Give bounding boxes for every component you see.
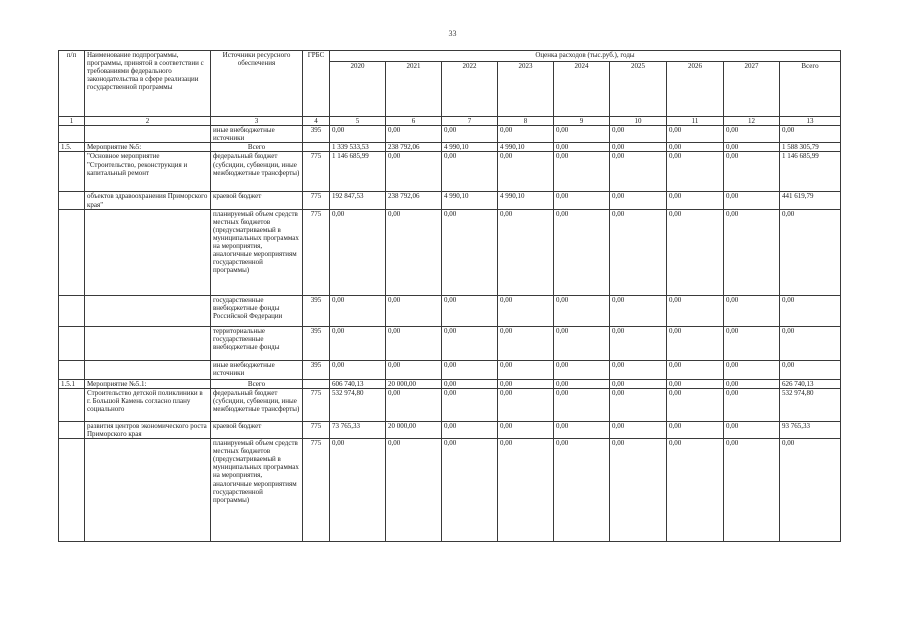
value-cell: 0,00	[498, 421, 554, 438]
value-cell: 0,00	[610, 388, 667, 421]
row-grbs: 775	[303, 438, 330, 541]
value-cell: 0,00	[724, 126, 780, 143]
value-cell: 0,00	[554, 295, 610, 326]
row-grbs: 775	[303, 152, 330, 192]
value-cell: 0,00	[724, 192, 780, 209]
row-grbs: 775	[303, 192, 330, 209]
row-grbs: 775	[303, 388, 330, 421]
row-name	[85, 326, 211, 360]
row-name: развития центров экономического роста Приморского края	[85, 421, 211, 438]
table-row	[59, 126, 841, 143]
row-source: федеральный бюджет (субсидии, субвенции, иные межбюджетные трансферты)	[211, 152, 303, 192]
table-row	[59, 152, 841, 192]
row-number	[59, 126, 85, 143]
value-cell: 4 990,10	[442, 143, 498, 152]
value-cell: 0,00	[724, 379, 780, 388]
value-cell: 0,00	[667, 192, 724, 209]
row-name: Мероприятие №5.1:	[85, 379, 211, 388]
value-cell: 0,00	[724, 143, 780, 152]
budget-table	[58, 50, 841, 542]
value-cell: 0,00	[610, 379, 667, 388]
table-row	[59, 421, 841, 438]
value-cell: 0,00	[498, 438, 554, 541]
value-cell: 0,00	[330, 126, 386, 143]
value-cell: 4 990,10	[498, 192, 554, 209]
value-cell: 441 619,79	[780, 192, 841, 209]
row-number	[59, 388, 85, 421]
value-cell: 0,00	[442, 360, 498, 379]
table-row	[59, 143, 841, 152]
row-grbs	[303, 379, 330, 388]
value-cell: 0,00	[386, 126, 442, 143]
column-number: 6	[386, 117, 442, 126]
value-cell: 1 146 685,99	[780, 152, 841, 192]
value-cell: 0,00	[780, 295, 841, 326]
value-cell: 0,00	[442, 209, 498, 295]
row-source: Всего	[211, 379, 303, 388]
column-number: 11	[667, 117, 724, 126]
value-cell: 0,00	[780, 326, 841, 360]
table-row	[59, 326, 841, 360]
header-source: Источники ресурсного обеспечения	[211, 51, 303, 117]
value-cell: 0,00	[386, 295, 442, 326]
value-cell: 0,00	[667, 421, 724, 438]
header-year: 2022	[442, 62, 498, 117]
value-cell: 0,00	[554, 152, 610, 192]
value-cell: 0,00	[442, 438, 498, 541]
row-source: краевой бюджет	[211, 421, 303, 438]
column-number: 10	[610, 117, 667, 126]
value-cell: 73 765,33	[330, 421, 386, 438]
row-name	[85, 295, 211, 326]
value-cell: 0,00	[554, 438, 610, 541]
row-source: иные внебюджетные источники	[211, 126, 303, 143]
header-year: 2021	[386, 62, 442, 117]
value-cell: 0,00	[724, 438, 780, 541]
value-cell: 0,00	[610, 326, 667, 360]
value-cell: 0,00	[667, 379, 724, 388]
row-number	[59, 326, 85, 360]
value-cell: 0,00	[554, 421, 610, 438]
header-num: п/п	[59, 51, 85, 117]
row-grbs: 395	[303, 295, 330, 326]
value-cell: 0,00	[724, 295, 780, 326]
value-cell: 0,00	[554, 326, 610, 360]
value-cell: 0,00	[442, 152, 498, 192]
column-number: 8	[498, 117, 554, 126]
value-cell: 0,00	[780, 209, 841, 295]
header-year: 2025	[610, 62, 667, 117]
row-number: 1.5.	[59, 143, 85, 152]
column-number: 7	[442, 117, 498, 126]
column-number: 9	[554, 117, 610, 126]
value-cell: 20 000,00	[386, 379, 442, 388]
value-cell: 0,00	[667, 295, 724, 326]
table-row	[59, 295, 841, 326]
value-cell: 532 974,80	[780, 388, 841, 421]
value-cell: 0,00	[667, 152, 724, 192]
column-number: 1	[59, 117, 85, 126]
row-source: планируемый объем средств местных бюджетов (предусматриваемый в муниципальных программах на мероприятия, аналогичные мероприятиям государственной программы)	[211, 438, 303, 541]
value-cell: 0,00	[386, 360, 442, 379]
value-cell: 0,00	[610, 152, 667, 192]
value-cell: 0,00	[442, 379, 498, 388]
row-source: федеральный бюджет (субсидии, субвенции, иные межбюджетные трансферты)	[211, 388, 303, 421]
value-cell: 0,00	[442, 326, 498, 360]
value-cell: 532 974,80	[330, 388, 386, 421]
value-cell: 0,00	[330, 295, 386, 326]
value-cell: 0,00	[667, 126, 724, 143]
row-name	[85, 209, 211, 295]
value-cell: 0,00	[330, 360, 386, 379]
value-cell: 0,00	[780, 126, 841, 143]
header-year: 2027	[724, 62, 780, 117]
value-cell: 0,00	[780, 438, 841, 541]
value-cell: 0,00	[498, 326, 554, 360]
row-number	[59, 152, 85, 192]
row-name: Мероприятие №5:	[85, 143, 211, 152]
value-cell: 0,00	[724, 421, 780, 438]
column-number: 5	[330, 117, 386, 126]
value-cell: 0,00	[330, 326, 386, 360]
row-grbs: 775	[303, 421, 330, 438]
row-source: краевой бюджет	[211, 192, 303, 209]
row-grbs: 395	[303, 326, 330, 360]
value-cell: 0,00	[498, 388, 554, 421]
value-cell: 0,00	[610, 209, 667, 295]
value-cell: 20 000,00	[386, 421, 442, 438]
value-cell: 0,00	[724, 209, 780, 295]
value-cell: 0,00	[610, 126, 667, 143]
value-cell: 0,00	[442, 388, 498, 421]
value-cell: 0,00	[554, 388, 610, 421]
table-row	[59, 360, 841, 379]
value-cell: 0,00	[554, 143, 610, 152]
value-cell: 0,00	[610, 438, 667, 541]
value-cell: 0,00	[667, 209, 724, 295]
header-year: Всего	[780, 62, 841, 117]
value-cell: 0,00	[442, 126, 498, 143]
value-cell: 606 740,13	[330, 379, 386, 388]
row-number	[59, 192, 85, 209]
header-name: Наименование подпрограммы, программы, принятой в соответствии с требованиями федерального законодательства в сфере реализации государственной программы	[85, 51, 211, 117]
value-cell: 0,00	[442, 421, 498, 438]
header-grbs: ГРБС	[303, 51, 330, 117]
row-name: Строительство детской поликлиники в г. Большой Камень согласно плану социального	[85, 388, 211, 421]
row-name	[85, 438, 211, 541]
row-grbs	[303, 143, 330, 152]
value-cell: 0,00	[554, 209, 610, 295]
row-number	[59, 295, 85, 326]
column-number: 2	[85, 117, 211, 126]
value-cell: 1 339 533,53	[330, 143, 386, 152]
row-source: планируемый объем средств местных бюджетов (предусматриваемый в муниципальных программах на мероприятия, аналогичные мероприятиям государственной программы)	[211, 209, 303, 295]
value-cell: 0,00	[780, 360, 841, 379]
value-cell: 93 765,33	[780, 421, 841, 438]
row-source: Всего	[211, 143, 303, 152]
row-number: 1.5.1	[59, 379, 85, 388]
column-number: 3	[211, 117, 303, 126]
value-cell: 0,00	[330, 438, 386, 541]
value-cell: 0,00	[498, 360, 554, 379]
row-source: государственные внебюджетные фонды Российской Федерации	[211, 295, 303, 326]
page-number: 33	[448, 29, 457, 38]
header-year: 2020	[330, 62, 386, 117]
value-cell: 0,00	[386, 209, 442, 295]
value-cell: 238 792,06	[386, 143, 442, 152]
value-cell: 0,00	[610, 360, 667, 379]
value-cell: 0,00	[498, 295, 554, 326]
value-cell: 0,00	[610, 421, 667, 438]
header-estimate: Оценка расходов (тыс.руб.), годы	[330, 51, 841, 62]
value-cell: 4 990,10	[498, 143, 554, 152]
value-cell: 0,00	[667, 326, 724, 360]
table-row	[59, 388, 841, 421]
value-cell: 238 792,06	[386, 192, 442, 209]
row-source: иные внебюджетные источники	[211, 360, 303, 379]
value-cell: 0,00	[386, 326, 442, 360]
value-cell: 0,00	[330, 209, 386, 295]
value-cell: 1 146 685,99	[330, 152, 386, 192]
value-cell: 0,00	[610, 192, 667, 209]
row-name: "Основное мероприятие "Строительство, реконструкция и капитальный ремонт	[85, 152, 211, 192]
header-year: 2023	[498, 62, 554, 117]
row-name	[85, 360, 211, 379]
value-cell: 0,00	[386, 152, 442, 192]
value-cell: 0,00	[498, 379, 554, 388]
value-cell: 192 847,53	[330, 192, 386, 209]
value-cell: 0,00	[498, 209, 554, 295]
header-year: 2024	[554, 62, 610, 117]
value-cell: 0,00	[667, 143, 724, 152]
value-cell: 0,00	[554, 126, 610, 143]
table-row	[59, 192, 841, 209]
value-cell: 1 588 305,79	[780, 143, 841, 152]
value-cell: 0,00	[667, 388, 724, 421]
row-grbs: 775	[303, 209, 330, 295]
row-source: территориальные государственные внебюджетные фонды	[211, 326, 303, 360]
row-name: объектов здравоохранения Приморского края"	[85, 192, 211, 209]
value-cell: 0,00	[554, 379, 610, 388]
table-row	[59, 379, 841, 388]
row-number	[59, 421, 85, 438]
value-cell: 0,00	[386, 388, 442, 421]
table-row	[59, 438, 841, 541]
row-number	[59, 438, 85, 541]
value-cell: 4 990,10	[442, 192, 498, 209]
value-cell: 0,00	[442, 295, 498, 326]
value-cell: 626 740,13	[780, 379, 841, 388]
value-cell: 0,00	[386, 438, 442, 541]
value-cell: 0,00	[724, 360, 780, 379]
row-grbs: 395	[303, 360, 330, 379]
header-year: 2026	[667, 62, 724, 117]
row-number	[59, 209, 85, 295]
value-cell: 0,00	[554, 360, 610, 379]
value-cell: 0,00	[724, 152, 780, 192]
column-number: 4	[303, 117, 330, 126]
value-cell: 0,00	[554, 192, 610, 209]
row-number	[59, 360, 85, 379]
column-number: 13	[780, 117, 841, 126]
table-row	[59, 209, 841, 295]
value-cell: 0,00	[667, 360, 724, 379]
value-cell: 0,00	[724, 326, 780, 360]
value-cell: 0,00	[498, 126, 554, 143]
row-grbs: 395	[303, 126, 330, 143]
value-cell: 0,00	[610, 295, 667, 326]
value-cell: 0,00	[498, 152, 554, 192]
value-cell: 0,00	[610, 143, 667, 152]
value-cell: 0,00	[724, 388, 780, 421]
row-name	[85, 126, 211, 143]
value-cell: 0,00	[667, 438, 724, 541]
column-number: 12	[724, 117, 780, 126]
